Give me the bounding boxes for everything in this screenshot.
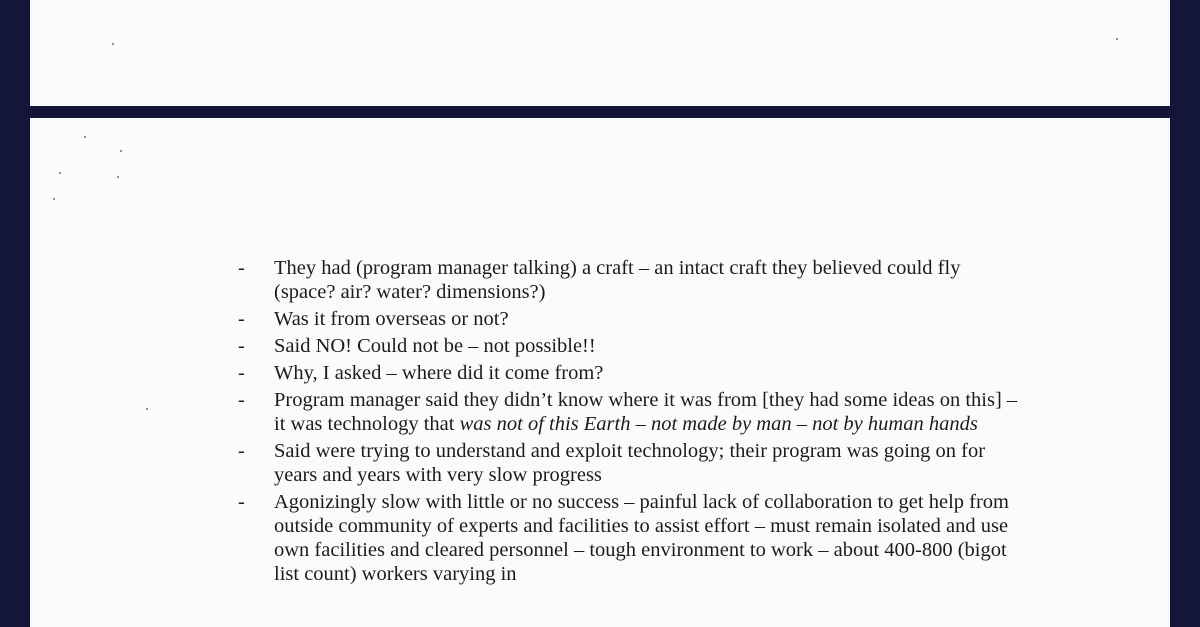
scan-speck bbox=[1116, 38, 1118, 40]
scan-speck bbox=[112, 43, 114, 45]
bullet-marker: - bbox=[238, 335, 245, 357]
list-item bbox=[238, 361, 1018, 385]
list-item bbox=[238, 388, 1018, 436]
current-page bbox=[30, 118, 1170, 627]
list-item-text: Agonizingly slow with little or no success – painful lack of collaboration to get help from outside community of experts and facilities to assist effort – must remain isolated and use own facilities and cleared personnel – tough environment to work – about 400-800 (bigot list count) workers varying in bbox=[274, 491, 1009, 585]
bullet-marker: - bbox=[238, 362, 245, 384]
scan-speck bbox=[84, 136, 86, 138]
bullet-marker: - bbox=[238, 440, 245, 462]
list-item-text: Program manager said they didn’t know where it was from [they had some ideas on this] – it was technology that bbox=[274, 389, 1018, 435]
list-item bbox=[238, 490, 1018, 586]
list-item-emphasis: was not of this Earth – not made by man – not by human hands bbox=[459, 413, 978, 435]
scan-speck bbox=[117, 176, 119, 178]
list-item-text: Why, I asked – where did it come from? bbox=[274, 362, 604, 384]
bullet-marker: - bbox=[238, 308, 245, 330]
list-item bbox=[238, 439, 1018, 487]
list-item-text: Said NO! Could not be – not possible!! bbox=[274, 335, 596, 357]
scan-speck bbox=[59, 172, 61, 174]
list-item bbox=[238, 334, 1018, 358]
bullet-marker: - bbox=[238, 389, 245, 411]
list-item-text: Was it from overseas or not? bbox=[274, 308, 509, 330]
scan-speck bbox=[146, 408, 148, 410]
bullet-marker: - bbox=[238, 491, 245, 513]
bullet-list bbox=[238, 256, 1018, 589]
list-item bbox=[238, 256, 1018, 304]
bullet-marker: - bbox=[238, 257, 245, 279]
scan-speck bbox=[120, 150, 122, 152]
previous-page bbox=[30, 0, 1170, 106]
scan-speck bbox=[53, 198, 55, 200]
list-item-text: They had (program manager talking) a craft – an intact craft they believed could fly (space? air? water? dimensions?) bbox=[274, 257, 961, 303]
list-item-text: Said were trying to understand and exploit technology; their program was going on for years and years with very slow progress bbox=[274, 440, 986, 486]
list-item bbox=[238, 307, 1018, 331]
